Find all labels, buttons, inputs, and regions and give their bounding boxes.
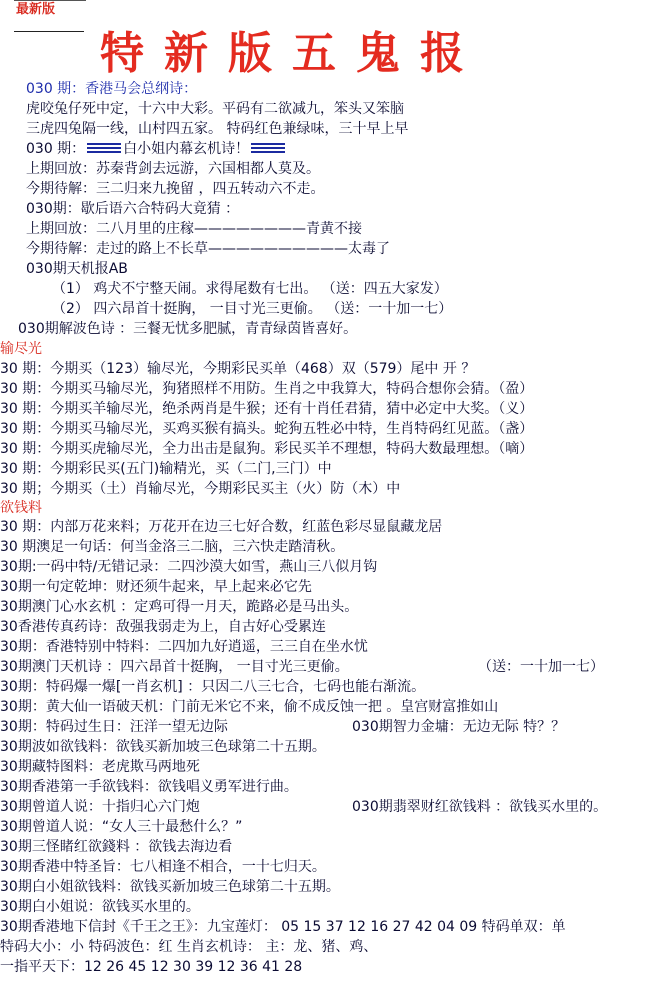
text-line: 30期白小姐说：欲钱买水里的。 [0, 899, 200, 915]
text-line: 30期：香港特别中特料：二四加九好逍遥，三三自在坐水忧 [0, 639, 368, 655]
text-line: 30期：特码过生日：汪洋一望无边际 [0, 719, 228, 735]
text-line: 030期解波色诗 ：三餐无忧多肥腻，青青绿茵皆喜好。 [18, 321, 358, 337]
text-line: 30期澳门天机诗 ：四六昂首十挺胸， 一目寸光三更偷。 [0, 659, 349, 675]
text-line: 30期曾道人说：“女人三十最愁什么？” [0, 819, 243, 835]
text-line: 30期香港地下信封《千王之王》：九宝莲灯： 05 15 37 12 16 27 42 04 09 特码单双：单 [0, 919, 566, 935]
text-line: 特码大小：小 特码波色：红 生肖玄机诗： 主：龙、猪、鸡、 [0, 939, 378, 955]
text-line: 30香港传真药诗：敌强我弱走为上，自古好心受累连 [0, 619, 326, 635]
text-line: 30 期：内部万花来料；万花开在边三七好合数，红蓝色彩尽显鼠藏龙居 [0, 519, 443, 535]
text-line: 30期：特码爆一爆[一肖玄机] ：只因二八三七合，七码也能右渐流。 [0, 679, 426, 695]
text-line: 30期：黄大仙一语破天机：门前无米它不来，偷不成反蚀一把 。皇宫财富推如山 [0, 699, 499, 715]
text-line: 30 期：今期彩民买(五门)输精光，买（二门,三门）中 [0, 461, 332, 477]
text-segment: 030 期： [26, 141, 86, 157]
flag-icon [87, 143, 121, 155]
text-line: 030期天机报AB [26, 261, 128, 277]
text-line: 30期一句定乾坤：财还须牛起来，早上起来必它先 [0, 579, 312, 595]
text-line: 虎咬兔仔死中定，十六中大彩。平码有二欲减九，笨头又笨脑 [26, 101, 404, 117]
section-header: 欲钱料 [0, 500, 42, 516]
text-line: （2） 四六昂首十挺胸， 一目寸光三更偷。 （送：一十加一七） [52, 301, 453, 317]
text-line: 30 期：今期买马输尽光，狗猪照样不用防。生肖之中我算大，特码合想你会猜。（盈） [0, 381, 534, 397]
flag-icon [251, 143, 285, 155]
text-line: 30期:一码中特/无错记录：二四沙漠大如雪，燕山三八似月钩 [0, 559, 378, 575]
text-line-with-flags [26, 139, 287, 159]
text-line: 一指平天下：12 26 45 12 30 39 12 36 41 28 [0, 959, 303, 975]
text-line: 30期白小姐欲钱料：欲钱买新加坡三色球第二十五期。 [0, 879, 340, 895]
text-line: 30 期：今期买虎输尽光，全力出击是鼠狗。彩民买羊不理想，特码大数最理想。（嘀） [0, 441, 534, 457]
page-title: 特新版五鬼报 [100, 28, 484, 79]
text-line: 030期智力金墉：无边无际 特？？ [352, 719, 566, 735]
text-segment: 白小姐内幕玄机诗！ [123, 141, 250, 157]
text-line: 30期波如欲钱料：欲钱买新加坡三色球第二十五期。 [0, 739, 326, 755]
text-line: 今期待解：走过的路上不长草——————————太毒了 [26, 241, 390, 257]
text-line: 30期香港第一手欲钱料：欲钱唱义勇军进行曲。 [0, 779, 298, 795]
text-line: 上期回放：二八月里的庄稼————————青黄不接 [26, 221, 362, 237]
text-line: 30 期；今期买（土）肖输尽光，今期彩民买主（火）防（木）中 [0, 481, 401, 497]
text-line: 30期澳门心水玄机 ：定鸡可得一月天，跪路必是马出头。 [0, 599, 359, 615]
text-line: 上期回放：苏秦背剑去远游，六国相都人莫及。 [26, 161, 320, 177]
top-rule [14, 0, 86, 1]
text-line: （1） 鸡犬不宁整天闹。求得尾数有七出。 （送：四五大家发） [52, 281, 448, 297]
text-line: 30 期：今期买羊输尽光，绝杀两肖是牛猴；还有十肖任君猜，猜中必定中大奖。（义） [0, 401, 534, 417]
text-line: 030 期：香港马会总纲诗： [26, 81, 198, 97]
text-line: 30期三怪睹红欲錢料 ：欲钱去海边看 [0, 839, 233, 855]
edition-tag: 最新版 [16, 2, 56, 17]
text-line: 30 期：今期买（123）输尽光，今期彩民买单（468）双（579）尾中 开 ？ [0, 361, 476, 377]
text-line: （送：一十加一七） [478, 659, 604, 675]
text-line: 030期：歇后语六合特码大竟猜 ： [26, 201, 240, 217]
text-line: 30期曾道人说：十指归心六门炮 [0, 799, 200, 815]
text-line: 030期翡翠财红欲钱料 ：欲钱买水里的。 [352, 799, 608, 815]
text-line: 30 期：今期买马输尽光，买鸡买猴有搞头。蛇狗五牲必中特，生肖特码红见蓝。（盏） [0, 421, 534, 437]
section-header: 输尽光 [0, 341, 42, 357]
tag-underline [14, 31, 84, 32]
text-line: 30期香港中特圣旨：七八相逢不相合，一十七归天。 [0, 859, 326, 875]
text-line: 30期藏特图料：老虎欺马两地死 [0, 759, 200, 775]
text-line: 今期待解：三二归来九挽留 ，四五转动六不走。 [26, 181, 325, 197]
text-line: 三虎四兔隔一线，山村四五家。 特码红色兼绿味，三十早上早 [26, 121, 409, 137]
text-line: 30 期澳足一句话：何当金洛三二脑，三六快走踏清秋。 [0, 539, 345, 555]
